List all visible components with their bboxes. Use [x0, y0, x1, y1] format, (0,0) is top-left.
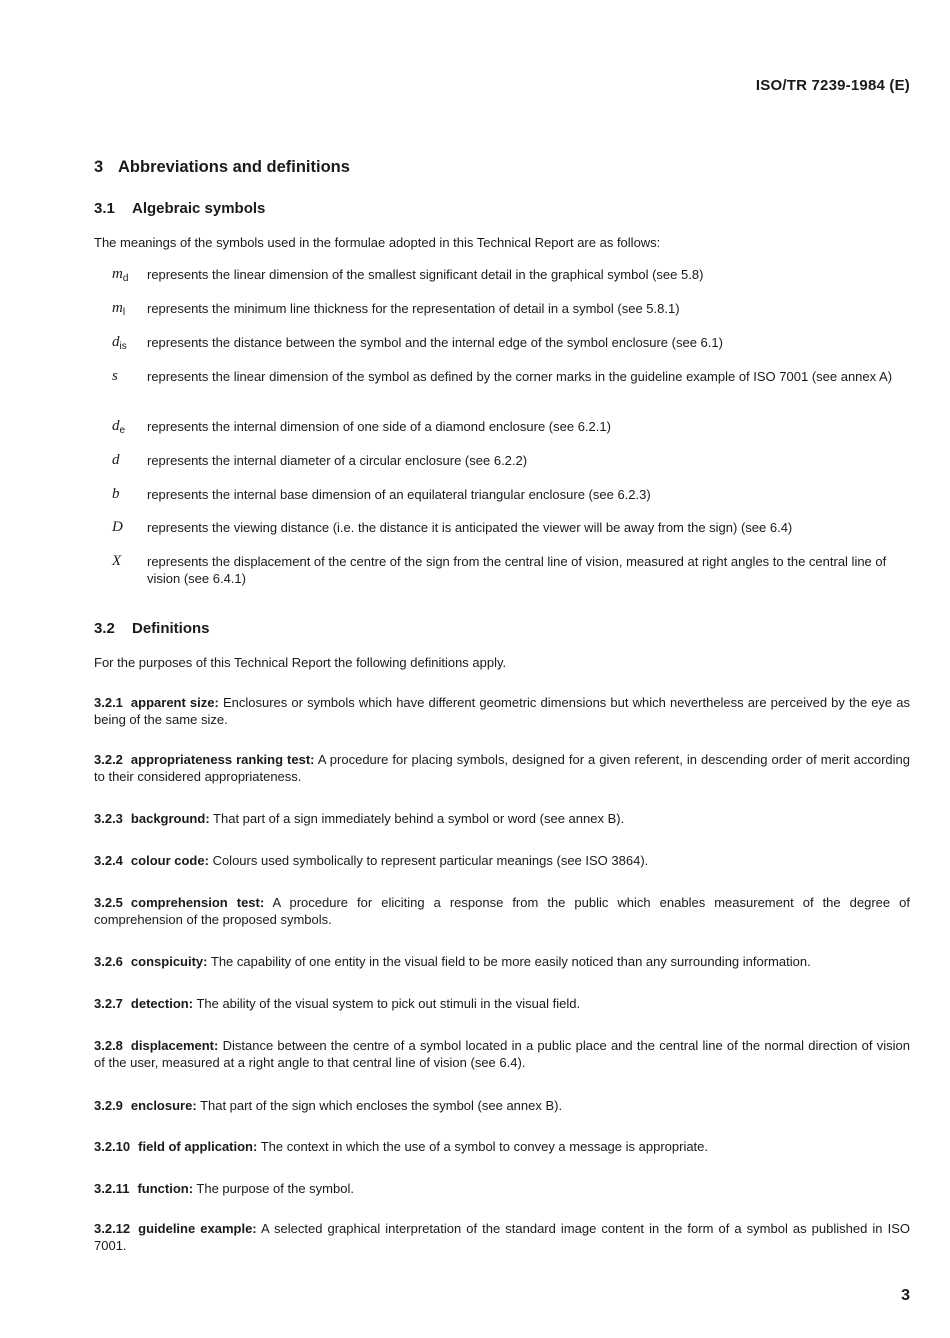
definition-number: 3.2.11	[94, 1181, 130, 1196]
definition-term: enclosure:	[130, 1098, 197, 1113]
algebraic-intro: The meanings of the symbols used in the formulae adopted in this Technical Report are as follows:	[94, 235, 661, 250]
definition-text: A procedure for placing symbols, designed for a given referent, in descending order of merit according to their considered appropriateness.	[94, 752, 910, 784]
definition-number: 3.2.9	[94, 1098, 123, 1113]
subsection-number: 3.2	[94, 620, 115, 637]
symbol: D	[112, 519, 123, 535]
definition-item	[94, 694, 910, 728]
definition-number: 3.2.2	[94, 752, 123, 767]
definition-term: background:	[130, 811, 210, 826]
definition-text: The purpose of the symbol.	[196, 1181, 354, 1196]
definition-item	[94, 1180, 910, 1197]
symbol: $m_l$	[112, 300, 126, 318]
symbol-description: represents the linear dimension of the smallest significant detail in the graphical symbol (see 5.8)	[147, 267, 704, 282]
symbol-description: represents the internal diameter of a circular enclosure (see 6.2.2)	[147, 453, 528, 468]
definitions-intro: For the purposes of this Technical Report the following definitions apply.	[94, 655, 507, 670]
section-title: Abbreviations and definitions	[118, 158, 350, 176]
section-heading	[94, 158, 350, 177]
symbol-description: represents the viewing distance (i.e. the distance it is anticipated the viewer will be away from the sign) (see 6.4)	[147, 520, 793, 535]
definition-number: 3.2.1	[94, 695, 123, 710]
symbol: $d_{is}$	[112, 334, 127, 352]
definition-number: 3.2.12	[94, 1221, 131, 1236]
definition-text: Distance between the centre of a symbol located in a public place and the central line of the normal direction of vision of the user, measured at a right angle to that central line of vision (see 6.4).	[94, 1038, 910, 1070]
definition-number: 3.2.5	[94, 895, 123, 910]
definition-item	[94, 953, 910, 970]
symbol: s	[112, 368, 118, 384]
definition-item	[94, 894, 910, 928]
definition-item	[94, 810, 910, 827]
definition-number: 3.2.10	[94, 1139, 131, 1154]
symbol-description: represents the minimum line thickness for the representation of detail in a symbol (see 5.8.1)	[147, 301, 680, 316]
definition-term: displacement:	[130, 1038, 219, 1053]
definition-text: Enclosures or symbols which have different geometric dimensions but which nevertheless are perceived by the eye as being of the same size.	[94, 695, 910, 727]
definition-term: conspicuity:	[130, 954, 208, 969]
definition-item	[94, 1037, 910, 1071]
page-number: 3	[901, 1287, 910, 1304]
definition-item	[94, 751, 910, 785]
definition-term: guideline example:	[138, 1221, 257, 1236]
definition-term: field of application:	[138, 1139, 258, 1154]
definition-text: A selected graphical interpretation of the standard image content in the form of a symbol as published in ISO 7001.	[94, 1221, 910, 1253]
definition-item	[94, 995, 910, 1012]
subsection-heading-definitions	[94, 620, 210, 637]
symbol-description: represents the internal dimension of one side of a diamond enclosure (see 6.2.1)	[147, 419, 611, 434]
definition-item	[94, 852, 910, 869]
definition-term: appropriateness ranking test:	[130, 752, 315, 767]
definition-item	[94, 1138, 910, 1155]
definition-item	[94, 1220, 910, 1254]
symbol-description: represents the distance between the symbol and the internal edge of the symbol enclosure (see 6.1)	[147, 335, 723, 350]
definition-term: colour code:	[130, 853, 209, 868]
definition-number: 3.2.7	[94, 996, 123, 1011]
symbol-description: represents the displacement of the centre of the sign from the central line of vision, measured at right angles to the central line of vision (see 6.4.1)	[147, 554, 887, 586]
definition-text: The ability of the visual system to pick out stimuli in the visual field.	[196, 996, 581, 1011]
definition-text: The capability of one entity in the visual field to be more easily noticed than any surrounding information.	[210, 954, 811, 969]
symbol: X	[112, 553, 122, 569]
definition-term: detection:	[130, 996, 194, 1011]
document-id: ISO/TR 7239-1984 (E)	[755, 77, 910, 94]
section-number: 3	[94, 158, 104, 176]
definition-number: 3.2.6	[94, 954, 123, 969]
subsection-number: 3.1	[94, 200, 115, 217]
definition-number: 3.2.3	[94, 811, 123, 826]
definition-text: Colours used symbolically to represent particular meanings (see ISO 3864).	[212, 853, 649, 868]
subsection-title: Definitions	[132, 620, 210, 637]
subsection-heading-algebraic	[94, 200, 265, 217]
definition-number: 3.2.8	[94, 1038, 123, 1053]
symbol: $d_e$	[112, 418, 126, 436]
subsection-title: Algebraic symbols	[132, 200, 266, 217]
definition-term: function:	[137, 1181, 194, 1196]
definition-term: comprehension test:	[130, 895, 265, 910]
definition-text: That part of a sign immediately behind a symbol or word (see annex B).	[213, 811, 625, 826]
symbol: $m_d$	[112, 266, 129, 284]
symbol-description: represents the linear dimension of the symbol as defined by the corner marks in the guideline example of ISO 7001 (see annex A)	[147, 369, 893, 384]
symbol-description: represents the internal base dimension of an equilateral triangular enclosure (see 6.2.3)	[147, 487, 651, 502]
definition-text: A procedure for eliciting a response from the public which enables measurement of the degree of comprehension of the proposed symbols.	[94, 895, 910, 927]
symbol: b	[112, 486, 120, 502]
definition-text: That part of the sign which encloses the symbol (see annex B).	[200, 1098, 563, 1113]
definition-number: 3.2.4	[94, 853, 123, 868]
symbol: d	[112, 452, 120, 468]
definition-term: apparent size:	[130, 695, 219, 710]
definition-text: The context in which the use of a symbol to convey a message is appropriate.	[260, 1139, 709, 1154]
definition-item	[94, 1097, 910, 1114]
